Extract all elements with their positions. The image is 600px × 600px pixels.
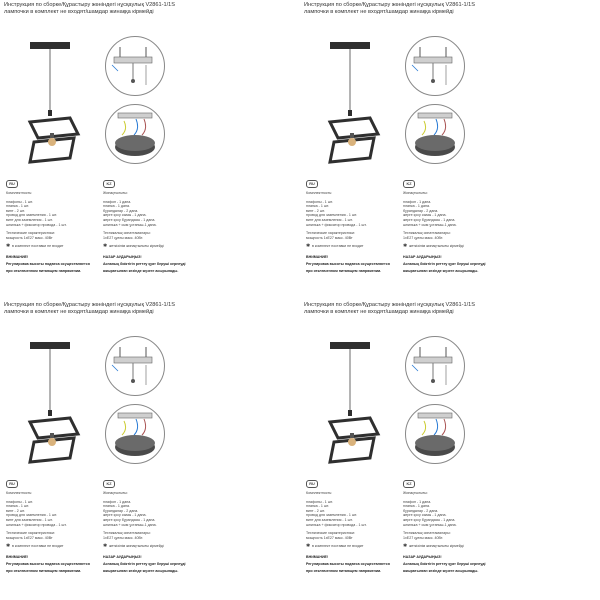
instruction-panel (0, 300, 290, 590)
ru-item: плафоны - 1 шт. (306, 499, 333, 504)
kz-tech-value: 1xE27 қуаты макс. 40Вт. (103, 535, 144, 540)
kz-warning: ажыратылған кезінде жүзеге асырылады. (403, 568, 479, 573)
kz-header: Жинақтылығы: (103, 191, 128, 195)
kz-tech-header: Техникалық сипаттамалары: (403, 231, 451, 236)
ru-item: винт - 2 шт. (6, 508, 25, 513)
mounting-bracket-icon (105, 336, 165, 396)
ru-header: Комплектность: (6, 491, 33, 495)
ru-header: Комплектность: (306, 491, 333, 495)
ru-warning-header: ВНИМАНИЕ! (6, 255, 29, 260)
ru-item: шпилька + фиксатор провода - 1 шт. (6, 522, 67, 527)
kz-warning: Аспаның биіктігін реттеу қуат беруші кернеуді (103, 261, 186, 266)
ru-item: винт - 2 шт. (306, 508, 325, 513)
ru-item: провод для заземления - 1 шт. (6, 213, 58, 218)
pendant-lamp-illustration (320, 30, 390, 180)
kz-item: планка - 1 дана. (103, 504, 130, 509)
kz-item: плафон - 1 дана. (103, 199, 132, 204)
kz-item: шпилька + сым ұстағыш-1 дана. (403, 522, 457, 527)
ru-flag: RU (306, 180, 318, 188)
kz-tech-header: Техникалық сипаттамалары: (103, 231, 151, 236)
star-icon: ✱ (306, 243, 311, 250)
ru-tech-value: мощность 1xE27 макс. 40Вт (306, 535, 353, 540)
ru-item: планка - 1 шт. (306, 204, 329, 209)
star-icon: ✱ (403, 543, 408, 550)
ru-note: в комплект поставки не входит (12, 544, 64, 549)
kz-warning-header: НАЗАР АУДАРЫҢЫЗ! (103, 555, 142, 560)
ru-item: шпилька + фиксатор провода - 1 шт. (306, 522, 367, 527)
kz-flag: KZ (103, 480, 115, 488)
star-icon: ✱ (403, 243, 408, 250)
ru-note: в комплект поставки не входит (312, 244, 364, 249)
kz-header: Жинақтылығы: (403, 491, 428, 495)
kz-flag: KZ (403, 480, 415, 488)
ru-warning: при отключенном питающем напряжении. (306, 568, 382, 573)
pendant-lamp-illustration (320, 330, 390, 480)
kz-note: жеткізілім жинақтылығы кірмейді (109, 244, 164, 249)
kz-note: жеткізілім жинақтылығы кірмейді (409, 244, 464, 249)
star-icon: ✱ (103, 243, 108, 250)
kz-item: плафон - 1 дана. (103, 499, 132, 504)
kz-warning: Аспаның биіктігін реттеу қуат беруші кернеуді (103, 561, 186, 566)
kz-tech-value: 1xE27 қуаты макс. 40Вт. (103, 235, 144, 240)
kz-section (103, 480, 198, 573)
mounting-bracket-icon (405, 36, 465, 96)
kz-item: жерге қосу бұрандасы - 1 дана. (403, 217, 456, 222)
kz-item: бұрандалар - 2 дана. (403, 508, 439, 513)
ru-warning: при отключенном питающем напряжении. (306, 268, 382, 273)
kz-item: жерге қосу бұрандасы - 1 дана. (103, 217, 156, 222)
canopy-wiring-icon (405, 404, 465, 464)
ru-tech-value: мощность 1xE27 макс. 40Вт (306, 235, 353, 240)
kz-warning: Аспаның биіктігін реттеу қуат беруші кернеуді (403, 261, 486, 266)
ru-item: шпилька + фиксатор провода - 1 шт. (306, 222, 367, 227)
kz-flag: KZ (403, 180, 415, 188)
ru-tech-header: Технические характеристики: (6, 531, 55, 536)
ru-item: планка - 1 шт. (306, 504, 329, 509)
ru-section (306, 180, 401, 273)
instruction-panel (300, 300, 590, 590)
instruction-panel (0, 0, 290, 290)
ru-item: винт для заземления - 1 шт. (6, 217, 53, 222)
kz-item: жерге қосу бұрандасы - 1 дана. (103, 517, 156, 522)
ru-tech-header: Технические характеристики: (6, 231, 55, 236)
kz-section (403, 480, 498, 573)
ru-section (6, 180, 101, 273)
ru-item: планка - 1 шт. (6, 504, 29, 509)
kz-item: жерге қосу сымы - 1 дана. (103, 213, 147, 218)
kz-tech-header: Техникалық сипаттамалары: (403, 531, 451, 536)
ru-tech-value: мощность 1xE27 макс. 40Вт (6, 535, 53, 540)
canopy-wiring-icon (405, 104, 465, 164)
kz-warning: ажыратылған кезінде жүзеге асырылады. (103, 268, 179, 273)
ru-note: в комплект поставки не входит (312, 544, 364, 549)
ru-section (6, 480, 101, 573)
ru-item: провод для заземления - 1 шт. (306, 213, 358, 218)
kz-warning: Аспаның биіктігін реттеу қуат беруші кернеуді (403, 561, 486, 566)
ru-warning: Регулировка высоты подвеса осуществляется (6, 261, 90, 266)
kz-item: жерге қосу бұрандасы - 1 дана. (403, 517, 456, 522)
page-title: Инструкция по сборке/Құрастыру жөніндегі нұсқаулық V2861-1/1S лампочки в комплект не входят/шамдар жинаққа кірмейді (304, 302, 475, 315)
ru-warning: Регулировка высоты подвеса осуществляется (6, 561, 90, 566)
pendant-lamp-illustration (20, 330, 90, 480)
kz-flag: KZ (103, 180, 115, 188)
ru-flag: RU (306, 480, 318, 488)
kz-note: жеткізілім жинақтылығы кірмейді (409, 544, 464, 549)
ru-warning: Регулировка высоты подвеса осуществляется (306, 261, 390, 266)
kz-item: бұрандалар - 2 дана. (103, 508, 139, 513)
star-icon: ✱ (306, 543, 311, 550)
ru-item: винт - 2 шт. (306, 208, 325, 213)
star-icon: ✱ (6, 243, 11, 250)
kz-header: Жинақтылығы: (403, 191, 428, 195)
page-title: Инструкция по сборке/Құрастыру жөніндегі нұсқаулық V2861-1/1S лампочки в комплект не входят/шамдар жинаққа кірмейді (4, 302, 175, 315)
ru-item: провод для заземления - 1 шт. (6, 513, 58, 518)
ru-item: винт для заземления - 1 шт. (306, 217, 353, 222)
ru-item: винт для заземления - 1 шт. (306, 517, 353, 522)
kz-tech-header: Техникалық сипаттамалары: (103, 531, 151, 536)
kz-item: планка - 1 дана. (403, 504, 430, 509)
kz-item: плафон - 1 дана. (403, 199, 432, 204)
ru-item: плафоны - 1 шт. (6, 499, 33, 504)
kz-warning-header: НАЗАР АУДАРЫҢЫЗ! (403, 255, 442, 260)
kz-item: жерге қосу сымы - 1 дана. (103, 513, 147, 518)
ru-item: винт - 2 шт. (6, 208, 25, 213)
kz-item: плафон - 1 дана. (403, 499, 432, 504)
kz-warning: ажыратылған кезінде жүзеге асырылады. (103, 568, 179, 573)
page-title: Инструкция по сборке/Құрастыру жөніндегі нұсқаулық V2861-1/1S лампочки в комплект не входят/шамдар жинаққа кірмейді (4, 2, 175, 15)
kz-tech-value: 1xE27 қуаты макс. 40Вт. (403, 235, 444, 240)
ru-section (306, 480, 401, 573)
kz-item: жерге қосу сымы - 1 дана. (403, 213, 447, 218)
ru-header: Комплектность: (6, 191, 33, 195)
ru-item: провод для заземления - 1 шт. (306, 513, 358, 518)
star-icon: ✱ (103, 543, 108, 550)
ru-header: Комплектность: (306, 191, 333, 195)
ru-flag: RU (6, 180, 18, 188)
star-icon: ✱ (6, 543, 11, 550)
page-title: Инструкция по сборке/Құрастыру жөніндегі нұсқаулық V2861-1/1S лампочки в комплект не входят/шамдар жинаққа кірмейді (304, 2, 475, 15)
ru-warning-header: ВНИМАНИЕ! (306, 255, 329, 260)
ru-item: планка - 1 шт. (6, 204, 29, 209)
ru-warning: при отключенном питающем напряжении. (6, 568, 82, 573)
kz-note: жеткізілім жинақтылығы кірмейді (109, 544, 164, 549)
kz-item: бұрандалар - 2 дана. (103, 208, 139, 213)
ru-flag: RU (6, 480, 18, 488)
ru-tech-header: Технические характеристики: (306, 231, 355, 236)
pendant-lamp-illustration (20, 30, 90, 180)
mounting-bracket-icon (405, 336, 465, 396)
ru-tech-value: мощность 1xE27 макс. 40Вт (6, 235, 53, 240)
instruction-panel (300, 0, 590, 290)
ru-item: плафоны - 1 шт. (306, 199, 333, 204)
ru-tech-header: Технические характеристики: (306, 531, 355, 536)
kz-item: жерге қосу сымы - 1 дана. (403, 513, 447, 518)
canopy-wiring-icon (105, 404, 165, 464)
kz-item: шпилька + сым ұстағыш-1 дана. (403, 222, 457, 227)
ru-note: в комплект поставки не входит (12, 244, 64, 249)
kz-section (103, 180, 198, 273)
kz-item: планка - 1 дана. (403, 204, 430, 209)
ru-item: плафоны - 1 шт. (6, 199, 33, 204)
kz-warning-header: НАЗАР АУДАРЫҢЫЗ! (403, 555, 442, 560)
ru-warning: Регулировка высоты подвеса осуществляется (306, 561, 390, 566)
ru-item: винт для заземления - 1 шт. (6, 517, 53, 522)
mounting-bracket-icon (105, 36, 165, 96)
canopy-wiring-icon (105, 104, 165, 164)
ru-warning: при отключенном питающем напряжении. (6, 268, 82, 273)
ru-warning-header: ВНИМАНИЕ! (6, 555, 29, 560)
kz-header: Жинақтылығы: (103, 491, 128, 495)
kz-warning-header: НАЗАР АУДАРЫҢЫЗ! (103, 255, 142, 260)
ru-item: шпилька + фиксатор провода - 1 шт. (6, 222, 67, 227)
kz-item: шпилька + сым ұстағыш-1 дана. (103, 522, 157, 527)
kz-item: планка - 1 дана. (103, 204, 130, 209)
kz-warning: ажыратылған кезінде жүзеге асырылады. (403, 268, 479, 273)
kz-item: бұрандалар - 2 дана. (403, 208, 439, 213)
kz-tech-value: 1xE27 қуаты макс. 40Вт. (403, 535, 444, 540)
kz-item: шпилька + сым ұстағыш-1 дана. (103, 222, 157, 227)
ru-warning-header: ВНИМАНИЕ! (306, 555, 329, 560)
kz-section (403, 180, 498, 273)
